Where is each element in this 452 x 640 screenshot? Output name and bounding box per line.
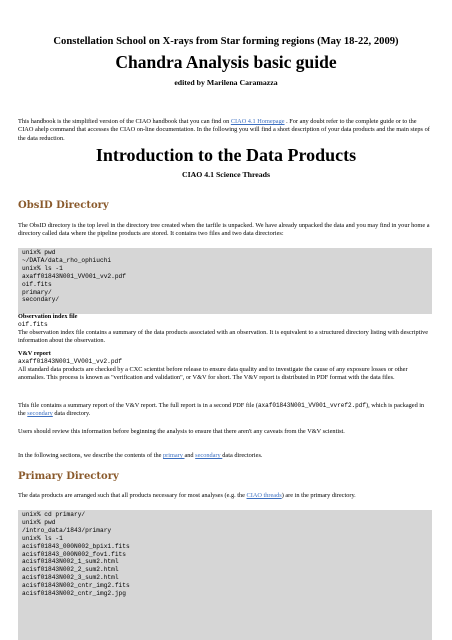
index-file-name: oif.fits (18, 321, 48, 328)
primary-link[interactable]: primary (162, 452, 185, 459)
index-file-description: The observation index file contains a summary of the data products associated with an observation. It is equivalent to a structured directory listing with descriptive information about the observation. (18, 329, 429, 345)
school-header: Constellation School on X-rays from Star forming regions (May 18-22, 2009) (53, 36, 399, 47)
secondary-link[interactable]: secondary (195, 452, 223, 459)
code-line: primary/ (22, 288, 52, 296)
code-line: unix% ls -1 (22, 264, 63, 272)
code-line: acisf01843_000N002_fov1.fits (22, 550, 126, 558)
code-line: unix% pwd (22, 518, 56, 526)
code-line: ~/DATA/data_rho_ophiuchi (22, 256, 112, 264)
code-line: acisf01843N002_1_sum2.html (22, 558, 119, 566)
code-line: axaff01843N001_VV001_vv2.pdf (22, 272, 126, 280)
ciao-threads-link[interactable]: CIAO threads (246, 492, 282, 499)
secondary-link[interactable]: secondary (27, 410, 53, 418)
obsid-code-block (18, 248, 432, 314)
vv-report-description: All standard data products are checked by a CXC scientist before release to ensure data quality and to investigate the cause of any exposure losses or other anomalies. This process is known as "verification and validation", or V&V for short. The V&V report is distributed in PDF format with the data files. (18, 366, 408, 382)
guide-title: Chandra Analysis basic guide (115, 52, 337, 72)
code-line: unix% pwd (22, 249, 56, 256)
code-line: acisf01843N002_cntr_img2.jpg (22, 590, 126, 598)
code-line: /intro_data/1843/primary (22, 526, 112, 534)
index-file-label: Observation index file (18, 313, 78, 320)
obsid-paragraph: The ObsID directory is the top level in the directory tree created when the tarfile is unpacked. We have already unpacked the data and you may find in your home a directory called data where the pipeline products are stored. It contains two files and two data directories: (18, 222, 430, 238)
sections-paragraph: In the following sections, we describe the contents of the primary and secondary data directories. (18, 452, 263, 459)
vv-report-label: V&V report (18, 350, 51, 357)
primary-paragraph: The data products are arranged such that all products necessary for most analyses (e.g. the CIAO threads) are in the primary directory. (18, 492, 356, 499)
code-line: acisf01843_000N002_bpix1.fits (22, 542, 130, 550)
vv-summary-paragraph: This file contains a summary report of the V&V report. The full report is in a second PDF file (axaf01843N001_VV001_vvref2.pdf), which is packaged in the secondary data directory. (18, 402, 425, 418)
primary-code-block (18, 510, 432, 640)
section-title: Introduction to the Data Products (95, 145, 357, 165)
vv-full-report-file: axaf01843N001_VV001_vvref2.pdf (257, 402, 366, 409)
vv-report-file: axaff01843N001_VV001_vv2.pdf (18, 358, 122, 365)
intro-paragraph: This handbook is the simplified version of the CIAO handbook that you can find on CIAO 4.1 Homepage . For any doubt refer to the complete guide or to the CIAO ahelp command that accesses the CIAO on-line documentation. In the following you will find a short description of your data products and the main steps of the data reduction. (18, 118, 430, 142)
code-line: oif.fits (22, 280, 52, 288)
code-line: secondary/ (22, 296, 60, 304)
obsid-heading: ObsID Directory (18, 200, 109, 211)
section-subtitle: CIAO 4.1 Science Threads (181, 170, 271, 179)
code-line: acisf01843N002_2_sum2.html (22, 566, 119, 574)
code-line: unix% cd primary/ (22, 511, 86, 518)
code-line: acisf01843N002_3_sum2.html (22, 574, 119, 582)
review-paragraph: Users should review this information before beginning the analysis to ensure that there aren't any caveats from the V&V scientist. (18, 428, 345, 435)
code-line: unix% ls -1 (22, 534, 63, 542)
editor-line: edited by Marilena Caramazza (174, 78, 278, 87)
ciao-homepage-link[interactable]: CIAO 4.1 Homepage (230, 118, 285, 125)
primary-heading: Primary Directory (18, 471, 119, 482)
code-line: acisf01843N002_cntr_img2.fits (22, 582, 130, 590)
